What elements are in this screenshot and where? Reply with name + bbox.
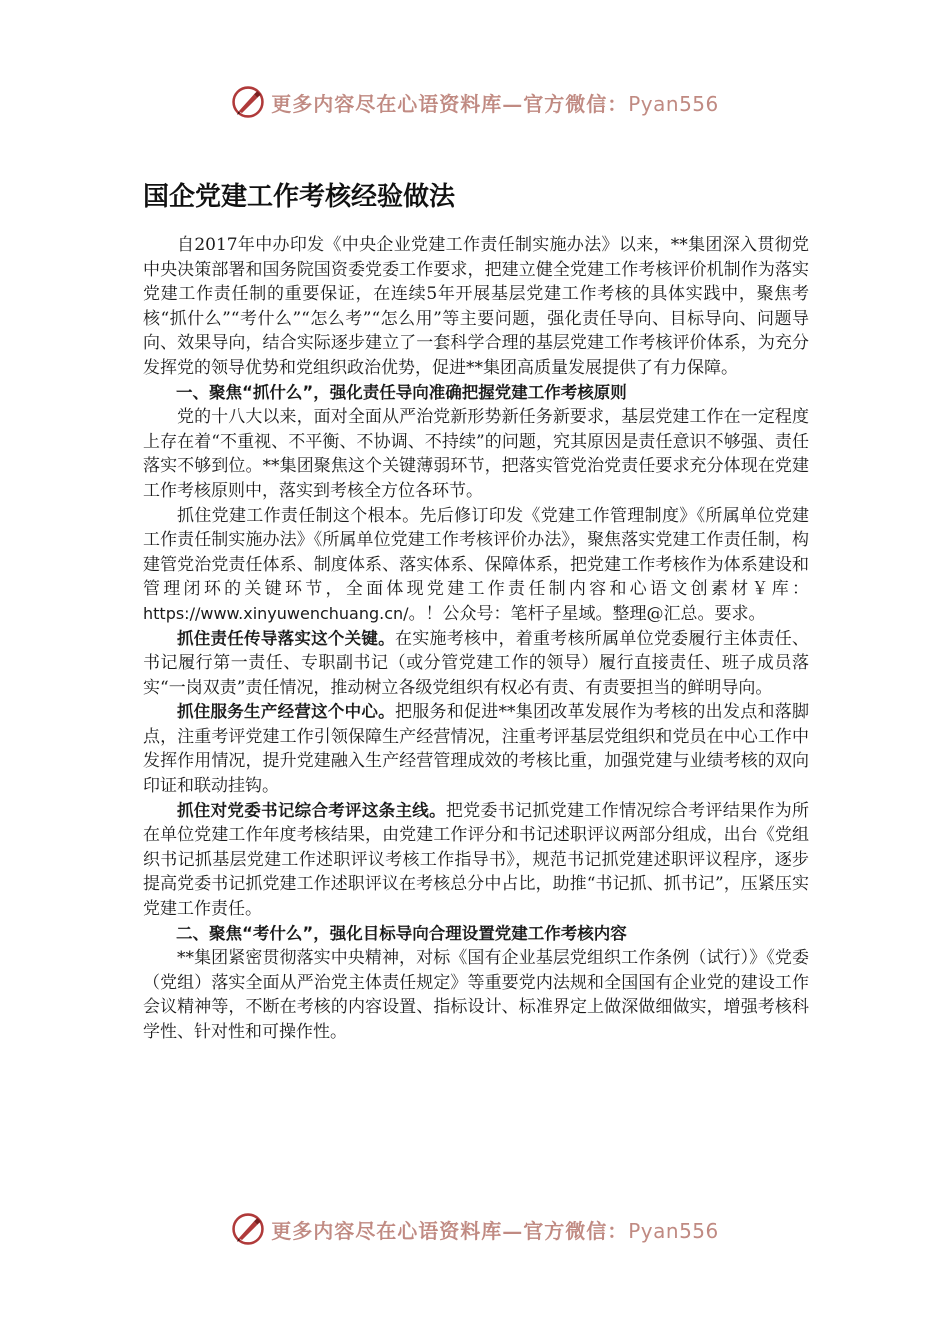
section-1-paragraph-2: 抓住党建工作责任制这个根本。先后修订印发《党建工作管理制度》《所属单位党建工作责任制实施办法》《所属单位党建工作考核评价办法》，聚焦落实党建工作责任制，构建管党治党责任体系、制度体系、落实体系、保障体系，把党建工作考核作为体系建设和管理闭环的关键环节，全面体现党建工作责任制内容和心语文创素材￥库：https://www.xinyuwenchuang.cn/。！公众号：笔杆子星域。整理@汇总。要求。	[143, 505, 809, 624]
pen-logo-icon	[231, 1212, 265, 1246]
section-2-heading: 二、聚焦“考什么”，强化目标导向合理设置党建工作考核内容	[176, 923, 627, 943]
section-1-paragraph-3: 抓住责任传导落实这个关键。在实施考核中，着重考核所属单位党委履行主体责任、书记履行第一责任、专职副书记（或分管党建工作的领导）履行直接责任、班子成员落实“一岗双责”责任情况，推动树立各级党组织有权必有责、有责要担当的鲜明导向。	[143, 628, 810, 698]
section-1-heading: 一、聚焦“抓什么”，强化责任导向准确把握党建工作考核原则	[176, 382, 627, 402]
pen-logo-icon	[231, 85, 265, 119]
section-1-paragraph-1: 党的十八大以来，面对全面从严治党新形势新任务新要求，基层党建工作在一定程度上存在着“不重视、不平衡、不协调、不持续”的问题，究其原因是责任意识不够强、责任落实不够到位。**集团聚焦这个关键薄弱环节，把落实管党治党责任要求充分体现在党建工作考核原则中，落实到考核全方位各环节。	[143, 407, 809, 501]
document-body	[143, 233, 809, 1045]
intro-paragraph: 自2017年中办印发《中央企业党建工作责任制实施办法》以来，**集团深入贯彻党中央决策部署和国务院国资委党委工作要求，把建立健全党建工作考核评价机制作为落实党建工作责任制的重要保证，在连续5年开展基层党建工作考核的具体实践中，聚焦考核“抓什么”“考什么”“怎么考”“怎么用”等主要问题，强化责任导向、目标导向、问题导向、效果导向，结合实际逐步建立了一套科学合理的基层党建工作考核评价体系，为充分发挥党的领导优势和党组织政治优势，促进**集团高质量发展提供了有力保障。	[143, 235, 809, 378]
page-title: 国企党建工作考核经验做法	[143, 182, 456, 212]
header-wechat-id: Pyan556	[628, 91, 719, 116]
footer-wechat-id: Pyan556	[628, 1218, 719, 1243]
footer-banner-text: 更多内容尽在心语资料库—官方微信：Pyan556	[271, 1218, 719, 1243]
section-1-paragraph-5: 抓住对党委书记综合考评这条主线。把党委书记抓党建工作情况综合考评结果作为所在单位党建工作年度考核结果，由党建工作评分和书记述职评议两部分组成，出台《党组织书记抓基层党建工作述职评议考核工作指导书》，规范书记抓党建述职评议程序，逐步提高党委书记抓党建工作述职评议在考核总分中占比，助推“书记抓、抓书记”，压紧压实党建工作责任。	[143, 800, 810, 920]
section-2-paragraph-1: **集团紧密贯彻落实中央精神，对标《国有企业基层党组织工作条例（试行）》《党委（党组）落实全面从严治党主体责任规定》等重要党内法规和全国国有企业党的建设工作会议精神等，不断在考核的内容设置、指标设计、标准界定上做深做细做实，增强考核科学性、针对性和可操作性。	[143, 948, 809, 1042]
section-1-paragraph-4: 抓住服务生产经营这个中心。把服务和促进**集团改革发展作为考核的出发点和落脚点，注重考评党建工作引领保障生产经营情况，注重考评基层党组织和党员在中心工作中发挥作用情况，提升党建融入生产经营管理成效的考核比重，加强党建与业绩考核的双向印证和联动挂钩。	[143, 702, 810, 797]
header-banner-text: 更多内容尽在心语资料库—官方微信：Pyan556	[271, 91, 719, 116]
header-banner	[0, 80, 950, 124]
resource-link[interactable]: https://www.xinyuwenchuang.cn/	[143, 603, 409, 623]
footer-banner	[0, 1207, 950, 1251]
